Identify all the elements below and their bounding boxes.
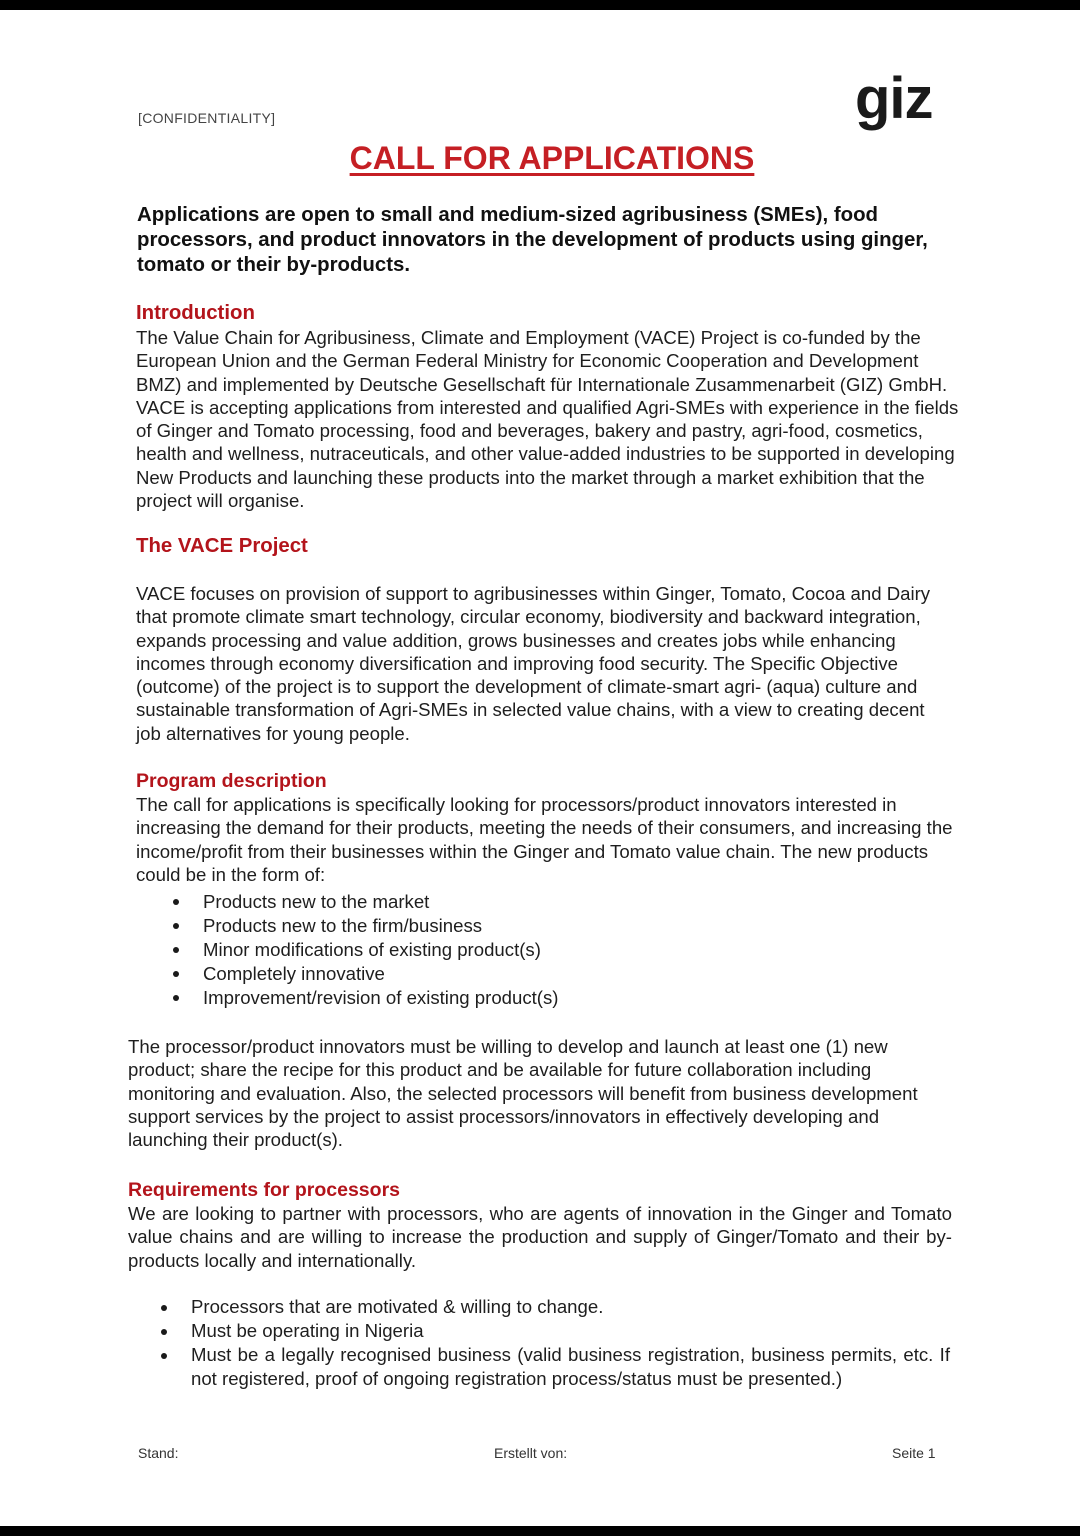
footer-page-number: Seite 1 <box>892 1445 936 1461</box>
list-item: Must be operating in Nigeria <box>128 1319 950 1343</box>
giz-logo: giz <box>855 66 933 131</box>
program-description-body: The call for applications is specifically looking for processors/product innovators interested in increasing the demand for their products, meeting the needs of their consumers, and increasing the income/profit from their businesses within the Ginger and Tomato value chain. The new products could be in the form of: <box>136 794 953 885</box>
top-border <box>0 0 1080 10</box>
list-item: Processors that are motivated & willing to change. <box>128 1295 950 1319</box>
bullet-icon <box>173 923 179 929</box>
vace-project-body: VACE focuses on provision of support to agribusinesses within Ginger, Tomato, Cocoa and Dairy that promote climate smart technology, circular economy, biodiversity and backward integration, expands processing and value addition, grows businesses and creates jobs while enhancing incomes through economy diversification and improving food security. The Specific Objective (outcome) of the project is to support the development of climate-smart agri- (aqua) culture and sustainable transformation of Agri-SMEs in selected value chains, with a view to creating decent job alternatives for young people. <box>136 583 931 744</box>
program-followup-paragraph: The processor/product innovators must be willing to develop and launch at least one (1) new product; share the recipe for this product and be available for future collaboration including monitoring and evaluation. Also, the selected processors will benefit from business development support services by the project to assist processors/innovators in effectively developing and launching their product(s). <box>128 1036 918 1151</box>
introduction-body: The Value Chain for Agribusiness, Climate and Employment (VACE) Project is co-funded by the European Union and the German Federal Ministry for Economic Cooperation and Development BMZ) and implemented by Deutsche Gesellschaft für Internationale Zusammenarbeit (GIZ) GmbH. VACE is accepting applications from interested and qualified Agri-SMEs with experience in the fields of Ginger and Tomato processing, food and beverages, bakery and pastry, agri-food, cosmetics, health and wellness, nutraceuticals, and other value-added industries to be supported in developing New Products and launching these products into the market through a market exhibition that the project will organise. <box>136 327 959 512</box>
list-item: Products new to the firm/business <box>140 914 840 938</box>
vace-project-heading: The VACE Project <box>136 535 308 557</box>
footer-erstellt-von: Erstellt von: <box>494 1445 568 1461</box>
bullet-icon <box>173 947 179 953</box>
list-item: Must be a legally recognised business (valid business registration, business permits, etc. If not registered, proof of ongoing registration process/status must be presented.) <box>128 1343 950 1391</box>
introduction-heading: Introduction <box>136 302 255 324</box>
bullet-icon <box>161 1305 167 1311</box>
bullet-icon <box>161 1329 167 1335</box>
confidentiality-label: [CONFIDENTIALITY] <box>138 110 276 126</box>
requirements-body: We are looking to partner with processors, who are agents of innovation in the Ginger and Tomato value chains and are willing to increase the production and supply of Ginger/Tomato and their by-products locally and internationally. <box>128 1203 952 1271</box>
bottom-border <box>0 1526 1080 1536</box>
requirements-heading: Requirements for processors <box>128 1179 401 1201</box>
footer-stand: Stand: <box>138 1445 179 1461</box>
bullet-icon <box>161 1353 167 1359</box>
program-description-heading: Program description <box>136 770 327 792</box>
list-item: Improvement/revision of existing product(s) <box>140 986 840 1010</box>
requirements-list <box>128 1295 950 1391</box>
bullet-icon <box>173 899 179 905</box>
document-title: CALL FOR APPLICATIONS <box>349 140 755 176</box>
bullet-icon <box>173 971 179 977</box>
list-item: Products new to the market <box>140 890 840 914</box>
bullet-icon <box>173 995 179 1001</box>
list-item: Completely innovative <box>140 962 840 986</box>
list-item: Minor modifications of existing product(s) <box>140 938 840 962</box>
lead-paragraph: Applications are open to small and medium-sized agribusiness (SMEs), food processors, and product innovators in the development of products using ginger, tomato or their by-products. <box>137 204 928 276</box>
new-product-forms-list <box>140 890 840 1010</box>
